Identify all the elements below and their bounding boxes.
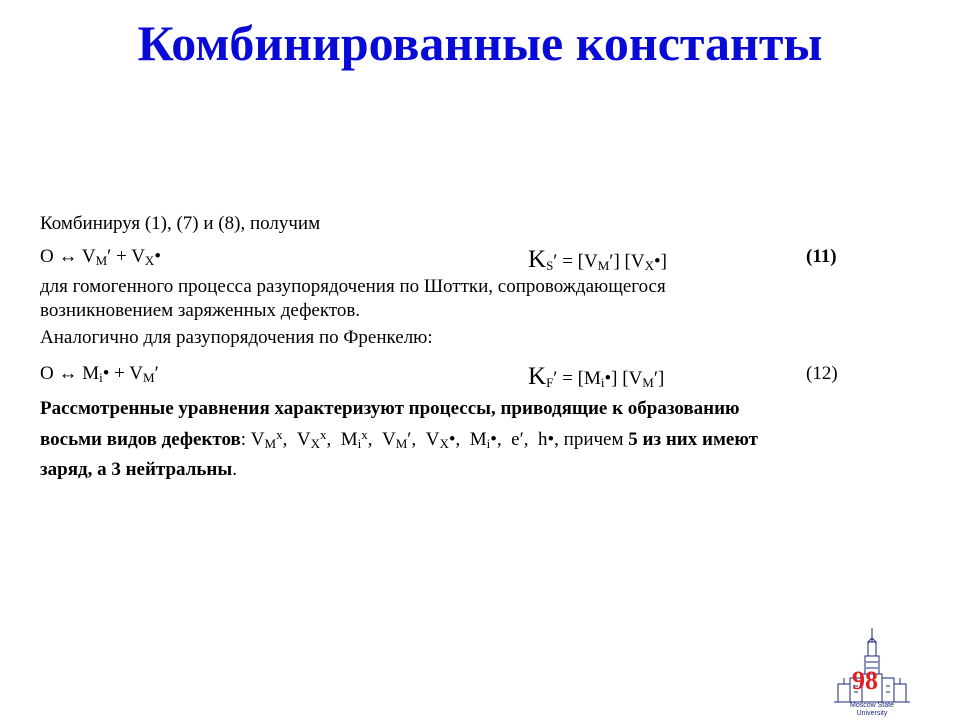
slide-title: Комбинированные константы [137, 15, 823, 71]
homogeneous-text: для гомогенного процесса разупорядочения по Шоттки, сопровождающегося [40, 276, 666, 297]
conclusion-line-3 [40, 460, 237, 486]
logo-caption-line-2: University [856, 710, 888, 717]
defect-list: : $V_M^x$, $V_X^x$, $M_i^x$, $V_M'$, $V_X•$, $M_i•$, e′, h• [240, 427, 555, 451]
conclusion-line-3-text: заряд, а 3 нейтральны [40, 459, 233, 480]
logo-caption-line-1: Moscow State [850, 702, 894, 709]
page-number: 98 [852, 666, 878, 695]
equation-12-number: (12) [806, 363, 838, 384]
conclusion-end: 5 из них имеют [628, 429, 758, 450]
schottky-constant: $K_S' = [V_M']$ $[V_X•]$ [528, 246, 667, 273]
schottky-reaction: O ↔ $V_M'$ + $V_X•$ [40, 246, 161, 268]
intro-text: Комбинируя (1), (7) и (8), получим [40, 213, 321, 234]
charged-defects-text: возникновением заряженных дефектов. [40, 300, 361, 321]
conclusion-line-2 [40, 427, 758, 456]
conclusion-mid: , причем [554, 429, 624, 450]
equation-11-number: (11) [806, 246, 837, 267]
frenkel-constant: $K_F'$ = $[M_i•]$ $[V_M']$ [528, 363, 665, 390]
frenkel-text: Аналогично для разупорядочения по Френкелю: [40, 327, 433, 348]
conclusion-line-1: Рассмотренные уравнения характеризуют процессы, приводящие к образованию [40, 398, 740, 419]
conclusion-start: восьми видов дефектов [40, 429, 241, 450]
conclusion-period: . [232, 459, 237, 480]
frenkel-reaction: O ↔ $M_i• + V_M'$ [40, 363, 159, 385]
